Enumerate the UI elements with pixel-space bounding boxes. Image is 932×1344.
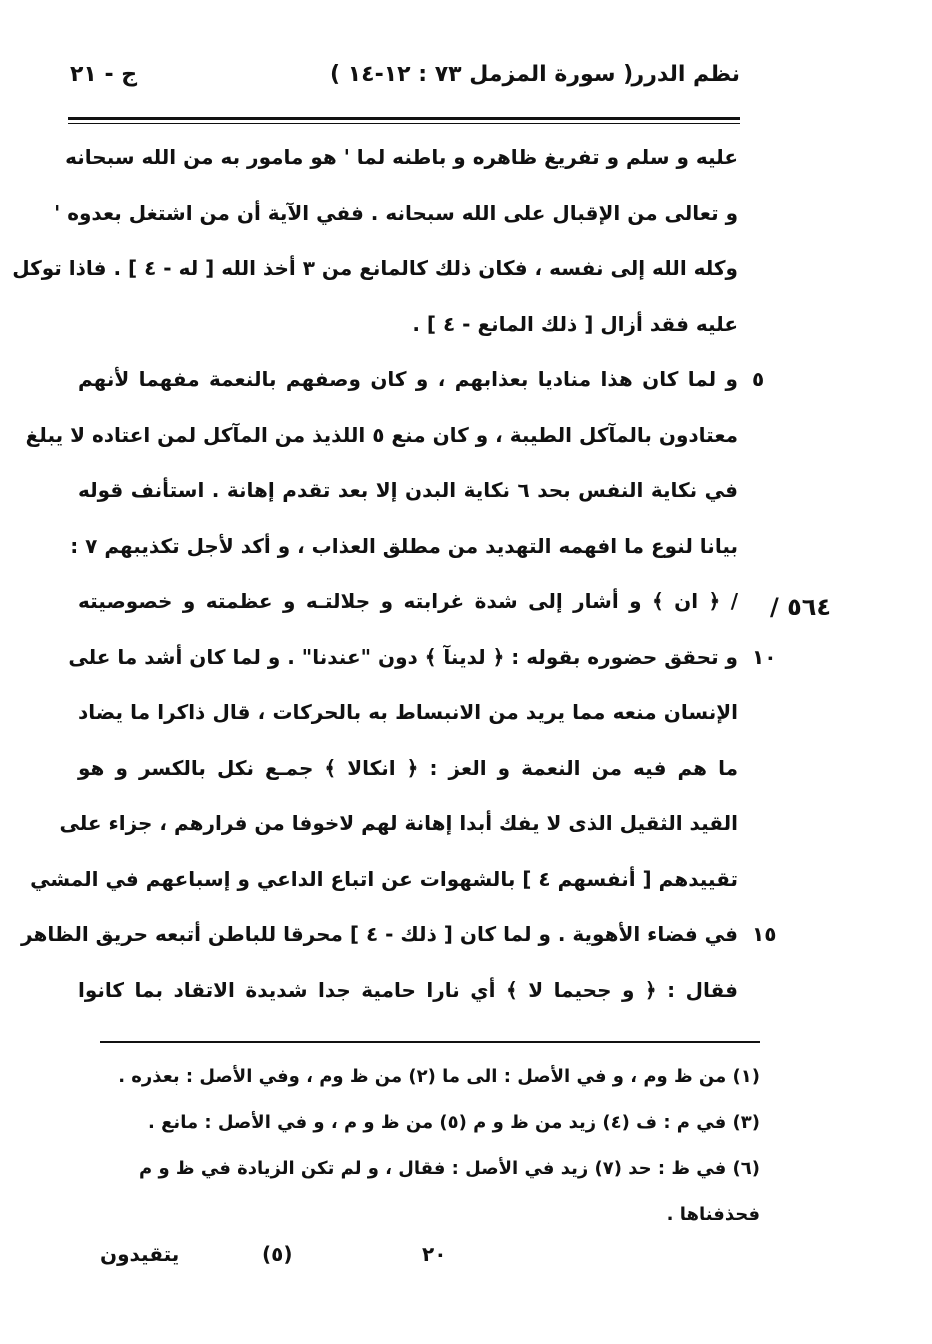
text-line: الإنسان منعه مما يريد من الانبساط به بالحركات ، قال ذاكرا ما يضاد (78, 700, 738, 724)
text-line: عليه فقد أزال [ ذلك المانع - ٤ ] . (412, 311, 738, 336)
text-line: فقال : ﴿ و جحيما لا ﴾ أي نارا حامية جدا شديدة الاتقاد بما كانوا (78, 977, 738, 1002)
line-number-5: ٥ (752, 367, 765, 391)
footnote-line: (٣) في م : ف (٤) زيد من ظ و م (٥) من ظ و م ، و في الأصل : مانع . (148, 1112, 760, 1133)
sheet-number: (٥) (262, 1242, 293, 1266)
line-number-15: ١٥ (752, 922, 777, 946)
footnote-separator (100, 1041, 760, 1043)
footnote-line: (١) من ظ وم ، و في الأصل : الى ما (٢) من ظ وم ، وفي الأصل : بعذره . (118, 1066, 760, 1087)
text-line: تقييدهم [ أنفسهم ٤ ] بالشهوات عن اتباع الداعي و إسباعهم في المشي (30, 866, 738, 891)
header-rule-thick (68, 117, 740, 120)
text-line: معتادون بالمآكل الطيبة ، و كان منع ٥ اللذيذ من المآكل لمن اعتاده لا يبلغ (25, 422, 738, 447)
text-line: و تعالى من الإقبال على الله سبحانه . ففي الآية أن من اشتغل بعدوه ' (54, 200, 738, 225)
book-title: نظم الدرر (631, 62, 740, 87)
text-line: بيانا لنوع ما افهمه التهديد من مطلق العذاب ، و أكد لأجل تكذيبهم ٧ : (70, 533, 738, 558)
text-line: / ﴿ ان ﴾ و أشار إلى شدة غرابته و جلالتـه و عظمته و خصوصيته (78, 589, 738, 613)
catchword: يتقيدون (100, 1242, 180, 1266)
running-header (70, 62, 740, 102)
manuscript-folio-reference: ٥٦٤ / (770, 593, 832, 621)
footnotes (94, 1054, 760, 1238)
text-line: وكله الله إلى نفسه ، فكان ذلك كالمانع من ٣ أخذ الله [ له - ٤ ] . فاذا توكل (12, 256, 738, 280)
footnote-line: فحذفناها . (666, 1204, 760, 1225)
footnote-line: (٦) في ظ : حد (٧) زيد في الأصل : فقال ، و لم تكن الزيادة في ظ و م (138, 1158, 760, 1179)
line-number-10: ١٠ (752, 645, 777, 669)
header-rule-thin (68, 123, 740, 124)
text-line: في فضاء الأهوية . و لما كان [ ذلك - ٤ ] محرقا للباطن أتبعه حريق الظاهر (21, 922, 738, 946)
text-line: ما هم فيه من النعمة و العز : ﴿ انكالا ﴾ جمـع نكل بالكسر و هو (78, 755, 738, 780)
surah-reference: ( سورة المزمل ٧٣ : ١٢-١٤ ) (330, 62, 634, 87)
volume-reference: ج - ٢١ (70, 62, 138, 87)
text-line: عليه و سلم و تفريغ ظاهره و باطنه لما ' هو مامور به من الله سبحانه (65, 145, 738, 169)
signature-number: ٢٠ (422, 1242, 447, 1266)
text-line: و لما كان هذا مناديا بعذابهم ، و كان وصفهم بالنعمة مفهما لأنهم (78, 367, 738, 391)
page-footer (100, 1242, 480, 1282)
main-text (12, 130, 738, 1018)
text-line: و تحقق حضوره بقوله : ﴿ لدينآ ﴾ دون "عندنا" . و لما كان أشد ما على (68, 644, 738, 669)
text-line: القيد الثقيل الذى لا يفك أبدا إهانة لهم لاخوفا من فرارهم ، جزاء على (59, 811, 738, 835)
text-line: في نكاية النفس بحد ٦ نكاية البدن إلا بعد تقدم إهانة . استأنف قوله (78, 478, 738, 502)
